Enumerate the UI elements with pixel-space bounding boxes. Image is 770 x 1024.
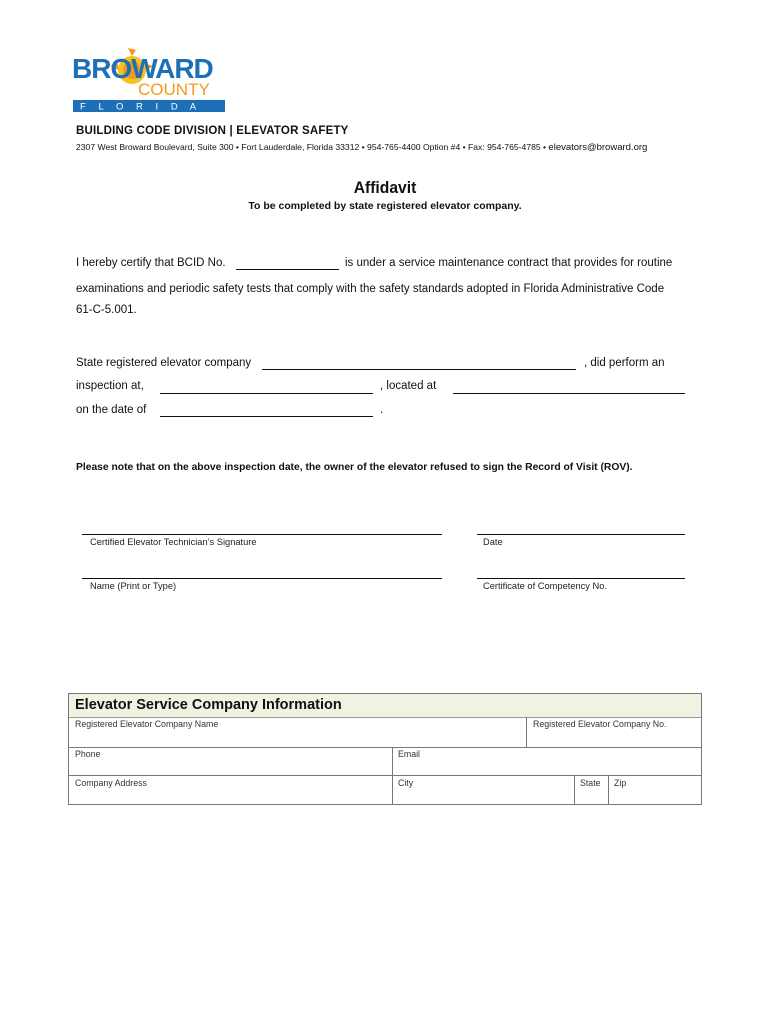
city-field[interactable]: City — [398, 778, 414, 788]
para1-text-a: I hereby certify that BCID No. — [76, 257, 226, 269]
inspection-at-field[interactable] — [160, 393, 373, 394]
phone-field[interactable]: Phone — [75, 749, 101, 759]
inspection-date-field[interactable] — [160, 416, 373, 417]
date-label: Date — [483, 537, 503, 547]
technician-signature-label: Certified Elevator Technician’s Signature — [90, 537, 257, 547]
page-title: Affidavit — [353, 178, 417, 197]
located-at-field[interactable] — [453, 393, 685, 394]
contact-line — [76, 142, 647, 153]
division-heading: BUILDING CODE DIVISION | ELEVATOR SAFETY — [76, 125, 349, 137]
row-divider — [69, 747, 701, 748]
col-divider — [608, 775, 609, 804]
para2-text-f: . — [380, 404, 384, 416]
logo-line1: BROWARD — [72, 53, 213, 84]
logo-graphic — [70, 48, 226, 114]
para1-text-c: examinations and periodic safety tests that comply with the safety standards adopted in Florida Administrative Code — [76, 283, 665, 295]
para1-text-b: is under a service maintenance contract that provides for routine — [345, 257, 673, 269]
col-divider — [526, 717, 527, 747]
company-info-title: Elevator Service Company Information — [75, 697, 342, 713]
state-field[interactable]: State — [580, 778, 601, 788]
email-field[interactable]: Email — [398, 749, 420, 759]
date-line[interactable] — [477, 534, 685, 535]
bcid-number-field[interactable] — [236, 269, 339, 270]
company-name-field[interactable]: Registered Elevator Company Name — [75, 719, 219, 729]
row-divider — [69, 775, 701, 776]
elevator-company-field[interactable] — [262, 369, 576, 370]
para1-text-d: 61-C-5.001. — [76, 304, 137, 316]
company-number-field[interactable]: Registered Elevator Company No. — [533, 719, 667, 729]
broward-county-logo — [70, 48, 226, 114]
certificate-label: Certificate of Competency No. — [483, 581, 608, 591]
name-label: Name (Print or Type) — [90, 581, 177, 591]
rov-note: Please note that on the above inspection date, the owner of the elevator refused to sign the Record of Visit (ROV). — [76, 462, 633, 473]
para2-text-c: inspection at, — [76, 380, 144, 392]
address-field[interactable]: Company Address — [75, 778, 147, 788]
para2-text-e: on the date of — [76, 404, 147, 416]
email-link[interactable]: elevators@broward.org — [548, 142, 648, 153]
para2-text-b: , did perform an — [584, 357, 665, 369]
technician-signature-line[interactable] — [82, 534, 442, 535]
logo-line2: COUNTY — [138, 80, 210, 99]
certificate-line[interactable] — [477, 578, 685, 579]
col-divider — [392, 747, 393, 804]
col-divider — [574, 775, 575, 804]
address-text: 2307 West Broward Boulevard, Suite 300 • Fort Lauderdale, Florida 33312 • 954-765-4400 Option #4 • Fax: 954-765-4785 • — [76, 142, 547, 152]
para2-text-a: State registered elevator company — [76, 357, 252, 369]
para2-text-d: , located at — [380, 380, 437, 392]
page-subtitle: To be completed by state registered elevator company. — [248, 200, 522, 212]
zip-field[interactable]: Zip — [614, 778, 627, 788]
name-line[interactable] — [82, 578, 442, 579]
logo-line3: F L O R I D A — [80, 101, 202, 113]
